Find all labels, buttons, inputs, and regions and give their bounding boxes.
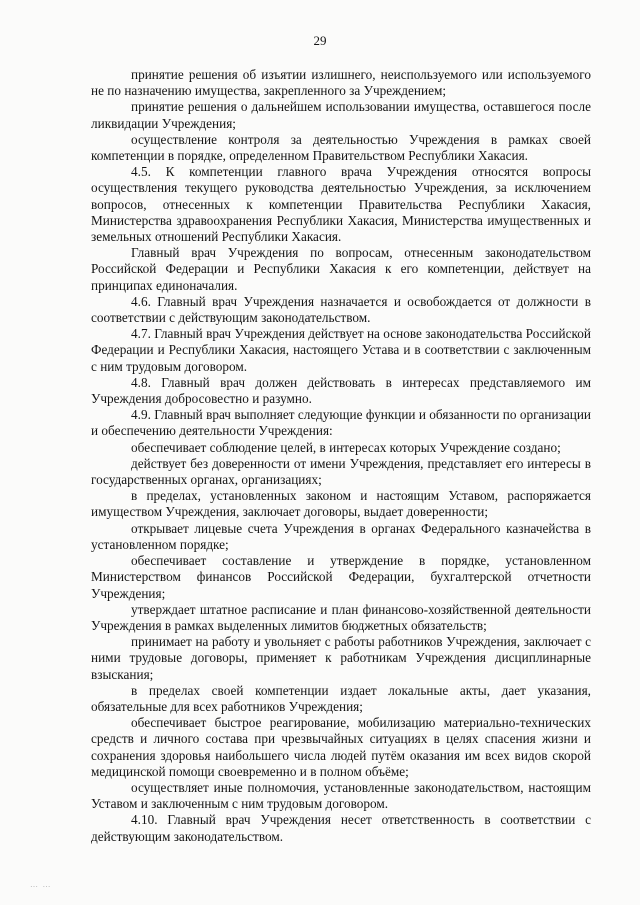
document-body [91,67,591,845]
paragraph: 4.10. Главный врач Учреждения несет ответственность в соответствии с действующим законодательством. [91,812,591,844]
paragraph: 4.5. К компетенции главного врача Учреждения относятся вопросы осуществления текущего руководства деятельностью Учреждения, за исключением вопросов, отнесенных к компетенции Правительства Республики Хакасия, Министерства здравоохранения Республики Хакасия, Министерства имущественных и земельных отношений Республики Хакасия. [91,164,591,245]
paragraph: открывает лицевые счета Учреждения в органах Федерального казначейства в установленном порядке; [91,520,591,552]
paragraph: действует без доверенности от имени Учреждения, представляет его интересы в государственных органах, организациях; [91,455,591,488]
paragraph: принятие решения о дальнейшем использовании имущества, оставшегося после ликвидации Учреждения; [91,99,591,131]
paragraph: принимает на работу и увольняет с работы работников Учреждения, заключает с ними трудовые договоры, применяет к работникам Учреждения дисциплинарные взыскания; [91,634,591,682]
paragraph: 4.9. Главный врач выполняет следующие функции и обязанности по организации и обеспечению деятельности Учреждения: [91,407,591,439]
paragraph: утверждает штатное расписание и план финансово-хозяйственной деятельности Учреждения в рамках выделенных лимитов бюджетных обязательств; [91,601,591,633]
paragraph: обеспечивает соблюдение целей, в интересах которых Учреждение создано; [131,439,561,455]
paragraph: обеспечивает быстрое реагирование, мобилизацию материально-технических средств и личного состава при чрезвычайных ситуациях в целях спасения жизни и сохранения здоровья наибольшего числа людей путём оказания им всех видов скорой медицинской помощи своевременно и в полном объёме; [91,715,591,779]
page-number: 29 [313,33,327,48]
paragraph: обеспечивает составление и утверждение в порядке, установленном Министерством финансов Российской Федерации, бухгалтерской отчетности Учреждения; [91,553,591,601]
paragraph: 4.8. Главный врач должен действовать в интересах представляемого им Учреждения добросовестно и разумно. [91,374,591,407]
paragraph: осуществляет иные полномочия, установленные законодательством, настоящим Уставом и заключенным с ним трудовым договором. [91,779,591,812]
scan-artifact: … … [30,880,52,889]
paragraph: в пределах, установленных законом и настоящим Уставом, распоряжается имуществом Учреждения, заключает договоры, выдает доверенности; [91,488,591,520]
paragraph: принятие решения об изъятии излишнего, неиспользуемого или используемого не по назначению имущества, закрепленного за Учреждением; [91,67,591,99]
paragraph: Главный врач Учреждения по вопросам, отнесенным законодательством Российской Федерации и Республики Хакасия к его компетенции, действует на принципах единоначалия. [91,245,591,293]
paragraph: 4.6. Главный врач Учреждения назначается и освобождается от должности в соответствии с действующим законодательством. [91,293,591,326]
paragraph: осуществление контроля за деятельностью Учреждения в рамках своей компетенции в порядке, определенном Правительством Республики Хакасия. [91,131,591,164]
paragraph: в пределах своей компетенции издает локальные акты, дает указания, обязательные для всех работников Учреждения; [91,682,591,714]
paragraph: 4.7. Главный врач Учреждения действует на основе законодательства Российской Федерации и Республики Хакасия, настоящего Устава и в соответствии с заключенным с ним трудовым договором. [91,326,591,374]
